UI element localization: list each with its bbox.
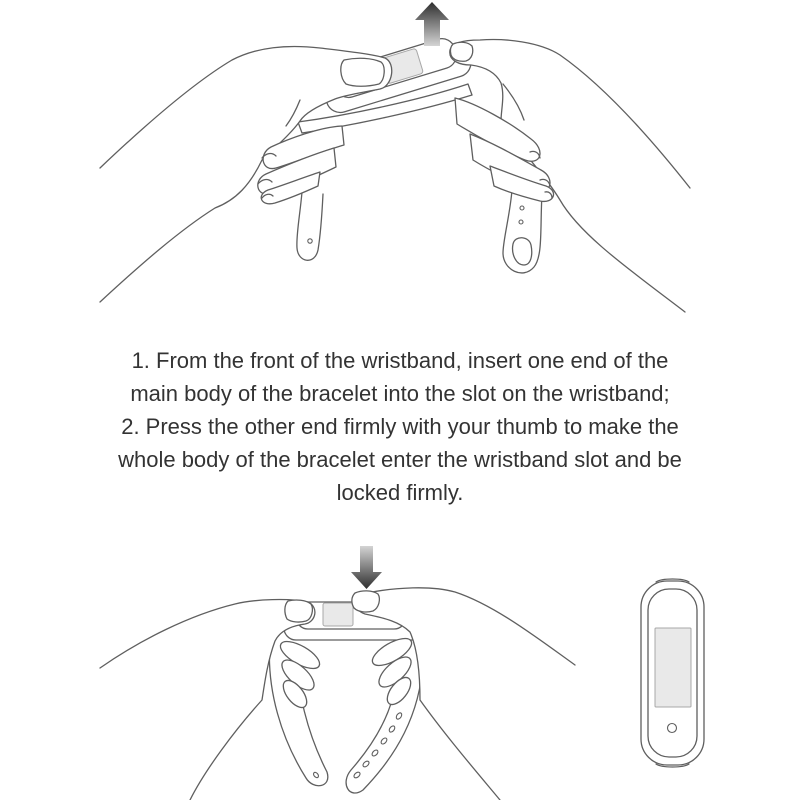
left-hand [100, 47, 392, 303]
instructions-text [0, 344, 800, 509]
right-thumbnail [450, 42, 472, 61]
top-illustration-hands-holding-band [0, 0, 800, 320]
left-strap [297, 192, 323, 260]
left-thumbnail [285, 600, 313, 622]
instruction-line: whole body of the bracelet enter the wristband slot and be [118, 447, 682, 472]
arrow-down-icon [351, 546, 382, 589]
right-strap [503, 190, 542, 273]
right-arm-outline [450, 40, 690, 312]
instruction-line: 1. From the front of the wristband, insert one end of the [131, 348, 669, 373]
left-thumbnail [341, 58, 384, 86]
strap-hole [520, 206, 524, 210]
instruction-line: main body of the bracelet into the slot on the wristband; [130, 381, 670, 406]
right-hand [450, 40, 690, 312]
instruction-line: locked firmly. [336, 480, 464, 505]
strap-hole [308, 239, 312, 243]
tracker-screen [655, 628, 691, 707]
pod-screen [323, 603, 353, 626]
instruction-line: 2. Press the other end firmly with your thumb to make the [121, 414, 679, 439]
bottom-illustration-pressing-pod [0, 540, 800, 800]
right-thumbnail [352, 591, 380, 612]
left-strap-body [297, 192, 323, 260]
strap-hole [519, 220, 523, 224]
tracker-button [668, 724, 677, 733]
tracker-front-view [641, 579, 704, 767]
